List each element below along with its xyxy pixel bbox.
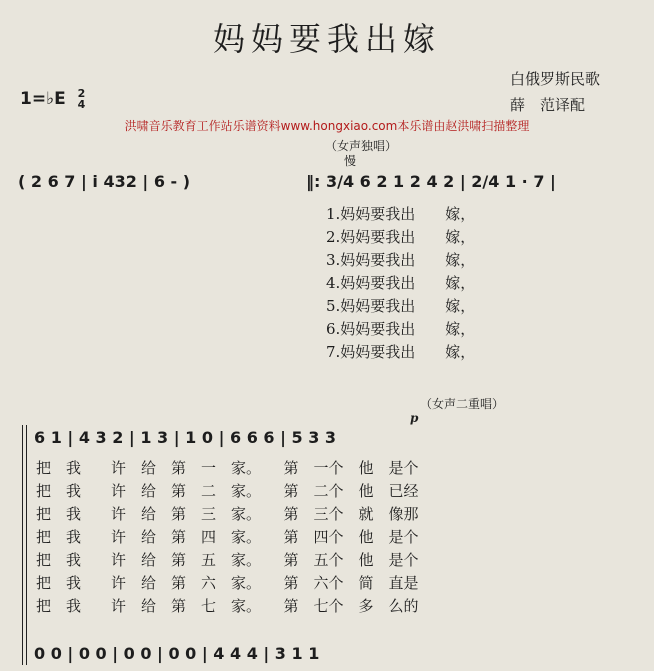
verse-line-7: 7.妈妈要我出 嫁， bbox=[326, 343, 476, 361]
verse-line-6: 6.妈妈要我出 嫁， bbox=[326, 320, 476, 338]
duet-lyric-5: 把 我 许 给 第 五 家。 第 五个 他 是个 bbox=[36, 551, 419, 569]
time-sig-bottom: 4 bbox=[77, 98, 86, 111]
song-title: 妈妈要我出嫁 bbox=[212, 20, 441, 58]
system-brace-line bbox=[22, 425, 23, 665]
verse-line-2: 2.妈妈要我出 嫁， bbox=[326, 228, 476, 246]
verse-line-4: 4.妈妈要我出 嫁， bbox=[326, 274, 476, 292]
time-sig-top: 2 bbox=[77, 87, 86, 100]
duet-lyric-1: 把 我 许 给 第 一 家。 第 一个 他 是个 bbox=[36, 459, 419, 477]
verse-line-3: 3.妈妈要我出 嫁， bbox=[326, 251, 476, 269]
lower-voice-notation: 0 0 | 0 0 | 0 0 | 0 0 | 4 4 4 | 3 1 1 bbox=[34, 644, 320, 663]
system-brace-line-inner bbox=[26, 425, 27, 665]
key-label: 1=♭E bbox=[20, 89, 66, 109]
verse-line-5: 5.妈妈要我出 嫁， bbox=[326, 297, 476, 315]
intro-notation: ( 2 6 7 | i 432 | 6 - ) bbox=[18, 172, 191, 191]
solo-section-label: （女声独唱） bbox=[325, 139, 398, 153]
duet-section-label: （女声二重唱） bbox=[420, 397, 505, 411]
translator-credit: 薛 范译配 bbox=[510, 96, 586, 114]
verse-notation: ‖: 3/4 6 2 1 2 4 2 | 2/4 1 · 7 | bbox=[306, 172, 556, 191]
upper-voice-notation: 6 1 | 4 3 2 | 1 3 | 1 0 | 6 6 6 | 5 3 3 bbox=[34, 428, 337, 447]
duet-lyric-7: 把 我 许 给 第 七 家。 第 七个 多 么的 bbox=[36, 597, 419, 615]
duet-lyric-2: 把 我 许 给 第 二 家。 第 二个 他 已经 bbox=[36, 482, 419, 500]
duet-lyric-4: 把 我 许 给 第 四 家。 第 四个 他 是个 bbox=[36, 528, 419, 546]
song-origin: 白俄罗斯民歌 bbox=[510, 70, 601, 88]
tempo-marking: 慢 bbox=[344, 154, 357, 168]
duet-lyric-3: 把 我 许 给 第 三 家。 第 三个 就 像那 bbox=[36, 505, 419, 523]
time-signature bbox=[78, 88, 86, 110]
duet-lyric-6: 把 我 许 给 第 六 家。 第 六个 简 直是 bbox=[36, 574, 419, 592]
key-signature bbox=[20, 88, 85, 110]
verse-line-1: 1.妈妈要我出 嫁， bbox=[326, 205, 476, 223]
watermark-text: 洪啸音乐教育工作站乐谱资料www.hongxiao.com本乐谱由赵洪啸扫描整理 bbox=[124, 119, 530, 133]
dynamic-marking: p bbox=[410, 411, 419, 425]
